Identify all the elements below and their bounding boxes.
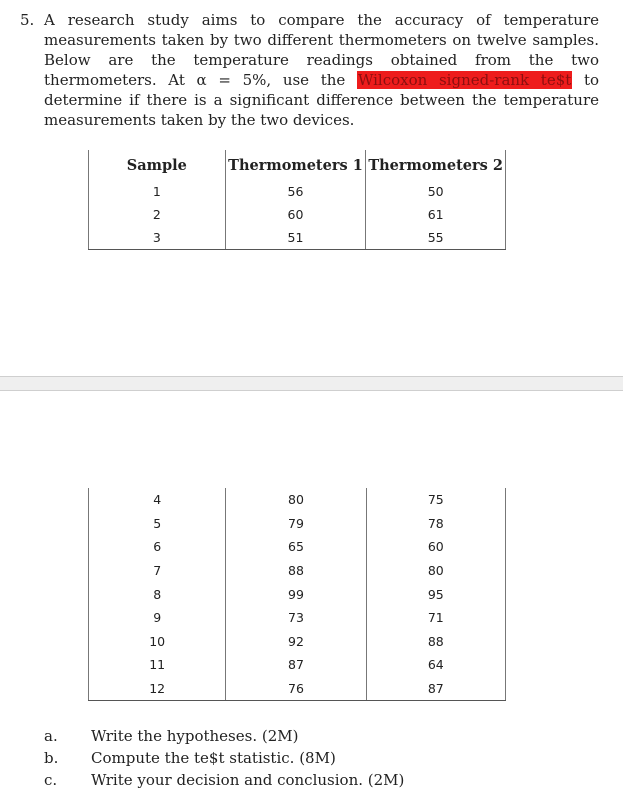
cell-thermometer-1: 99 [226, 582, 366, 606]
table-row [89, 606, 506, 630]
cell-thermometer-2: 61 [366, 203, 506, 226]
header-sample: Sample [89, 150, 226, 180]
cell-thermometer-1: 76 [226, 677, 366, 701]
table-row [89, 559, 506, 583]
cell-thermometer-2: 55 [366, 226, 506, 250]
cell-thermometer-1: 51 [225, 226, 366, 250]
table-row [89, 203, 506, 226]
cell-thermometer-1: 88 [226, 559, 366, 583]
question-number: 5. [20, 11, 35, 29]
part-b-label: b. [44, 749, 59, 767]
data-table-part1 [88, 150, 506, 250]
cell-thermometer-2: 88 [366, 630, 505, 654]
part-a [44, 725, 404, 747]
part-b-text: Compute the te$t statistic. (8M) [91, 749, 336, 767]
cell-thermometer-1: 65 [226, 535, 366, 559]
cell-sample: 5 [89, 512, 226, 536]
question-text-after: to determine if there is a significant difference between the temperature measurements taken by the two devices. [44, 71, 600, 129]
cell-sample: 9 [89, 606, 226, 630]
cell-thermometer-1: 79 [226, 512, 366, 536]
table-row [89, 226, 506, 250]
cell-sample: 7 [89, 559, 226, 583]
question-text-before: A research study aims to compare the accuracy of temperature measurements taken by two different thermometers on twelve samples. Below are the temperature readings obtained from the two thermometers. At α = 5%, use the [44, 11, 599, 89]
cell-thermometer-2: 64 [366, 653, 505, 677]
page-separator [0, 376, 623, 391]
cell-thermometer-1: 92 [226, 630, 366, 654]
cell-thermometer-2: 80 [366, 559, 505, 583]
cell-thermometer-1: 87 [226, 653, 366, 677]
part-a-text: Write the hypotheses. (2M) [91, 727, 299, 745]
part-c-text: Write your decision and conclusion. (2M) [91, 771, 405, 789]
cell-thermometer-2: 71 [366, 606, 505, 630]
cell-sample: 10 [89, 630, 226, 654]
cell-thermometer-2: 75 [366, 488, 505, 512]
table-row [89, 535, 506, 559]
highlighted-phrase: Wilcoxon signed-rank te$t [357, 71, 572, 89]
cell-thermometer-2: 50 [366, 180, 506, 203]
table-row [89, 488, 506, 512]
cell-thermometer-2: 87 [366, 677, 505, 701]
part-c [44, 769, 404, 791]
table-row [89, 582, 506, 606]
table-row [89, 653, 506, 677]
cell-thermometer-1: 60 [225, 203, 366, 226]
cell-sample: 8 [89, 582, 226, 606]
part-a-label: a. [44, 727, 58, 745]
cell-thermometer-2: 95 [366, 582, 505, 606]
cell-sample: 3 [89, 226, 226, 250]
question-parts [44, 725, 404, 791]
cell-thermometer-1: 80 [226, 488, 366, 512]
cell-sample: 2 [89, 203, 226, 226]
table-row [89, 180, 506, 203]
table-row [89, 677, 506, 701]
cell-thermometer-2: 78 [366, 512, 505, 536]
part-b [44, 747, 404, 769]
part-c-label: c. [44, 771, 58, 789]
cell-sample: 4 [89, 488, 226, 512]
question-text [44, 10, 599, 130]
cell-sample: 6 [89, 535, 226, 559]
cell-sample: 12 [89, 677, 226, 701]
header-thermometer-1: Thermometers 1 [225, 150, 366, 180]
cell-sample: 1 [89, 180, 226, 203]
header-thermometer-2: Thermometers 2 [366, 150, 506, 180]
data-table-part2 [88, 488, 506, 701]
table-row [89, 630, 506, 654]
table-row [89, 512, 506, 536]
cell-thermometer-2: 60 [366, 535, 505, 559]
cell-thermometer-1: 73 [226, 606, 366, 630]
cell-thermometer-1: 56 [225, 180, 366, 203]
cell-sample: 11 [89, 653, 226, 677]
